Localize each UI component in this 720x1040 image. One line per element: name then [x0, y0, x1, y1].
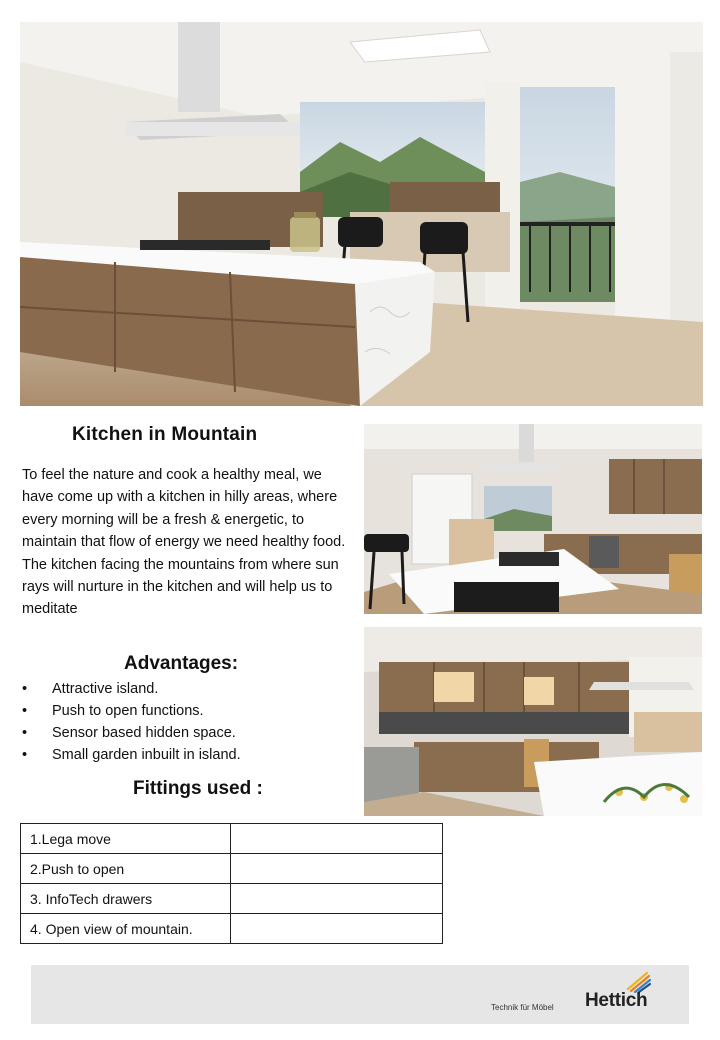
- brand-name: Hettich: [585, 990, 648, 1011]
- render-island-view: [364, 424, 702, 614]
- advantages-heading: Advantages:: [124, 653, 239, 674]
- fittings-heading: Fittings used :: [133, 778, 263, 799]
- table-row: [21, 824, 443, 854]
- table-cell-name: 3. InfoTech drawers: [21, 884, 231, 914]
- list-item: • Push to open functions.: [22, 700, 241, 722]
- footer-bar: [31, 965, 689, 1024]
- table-row: [21, 914, 443, 944]
- table-cell-name: 1.Lega move: [21, 824, 231, 854]
- table-cell-detail: [231, 824, 443, 854]
- page-title: Kitchen in Mountain: [72, 424, 258, 445]
- list-item: • Sensor based hidden space.: [22, 722, 241, 744]
- table-cell-detail: [231, 884, 443, 914]
- description-paragraph: To feel the nature and cook a healthy meal, we have come up with a kitchen in hilly areas, where every morning will be a fresh & energetic, to maintain that flow of energy we need healthy food. The kitchen facing the mountains from where sun rays will nurture in the kitchen and will help us to meditate: [22, 467, 346, 618]
- table-row: [21, 854, 443, 884]
- table-row: [21, 884, 443, 914]
- hero-kitchen-photo: [20, 22, 703, 406]
- table-cell-name: 4. Open view of mountain.: [21, 914, 231, 944]
- footer-tagline: Technik für Möbel: [491, 1003, 554, 1012]
- table-cell-detail: [231, 914, 443, 944]
- fittings-table: [20, 823, 443, 944]
- render-cabinet-view: [364, 627, 702, 816]
- list-item: • Attractive island.: [22, 678, 241, 700]
- list-item: • Small garden inbuilt in island.: [22, 744, 241, 766]
- table-cell-detail: [231, 854, 443, 884]
- advantages-list: [22, 678, 241, 766]
- table-cell-name: 2.Push to open: [21, 854, 231, 884]
